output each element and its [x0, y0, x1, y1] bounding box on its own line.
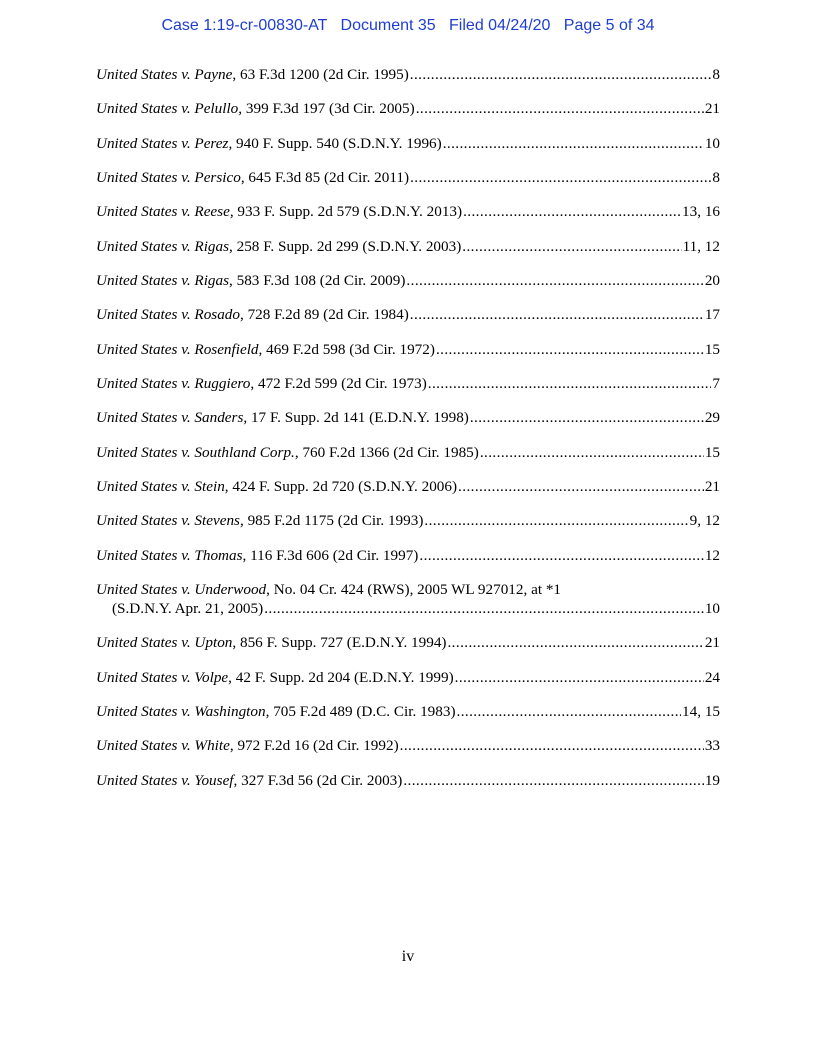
toc-entry: [96, 668, 720, 702]
citation-line: [96, 271, 720, 291]
filed-date: Filed 04/24/20: [449, 17, 551, 34]
case-name: United States v. Pelullo: [96, 100, 239, 118]
toc-entry: [96, 546, 720, 580]
citation-continuation: (S.D.N.Y. Apr. 21, 2005): [112, 600, 264, 618]
citation-text: , 17 F. Supp. 2d 141 (E.D.N.Y. 1998): [243, 409, 469, 427]
page-reference: 21: [704, 478, 720, 496]
toc-entry: [96, 305, 720, 339]
toc-entry: [96, 99, 720, 133]
toc-entry: [96, 443, 720, 477]
citation: [96, 408, 469, 428]
toc-entry: [96, 168, 720, 202]
dot-leader: [455, 668, 704, 688]
dot-leader: [406, 271, 703, 291]
citation: [96, 511, 423, 531]
page-reference: 8: [712, 66, 720, 83]
page-reference: 10: [704, 134, 720, 152]
toc-entry: [96, 202, 720, 236]
case-name: United States v. Underwood: [96, 581, 267, 599]
toc-entry: [96, 580, 720, 633]
dot-leader: [436, 340, 704, 360]
toc-entry: [96, 134, 720, 168]
dot-leader: [443, 134, 704, 154]
citation-text: , 258 F. Supp. 2d 299 (S.D.N.Y. 2003): [229, 237, 462, 255]
citation-line: [96, 546, 720, 566]
case-name: United States v. Stein: [96, 478, 225, 496]
page-reference: 10: [704, 600, 720, 618]
citation-text: , 985 F.2d 1175 (2d Cir. 1993): [239, 512, 424, 530]
citation: [96, 134, 442, 154]
case-name: United States v. Rigas: [96, 237, 230, 255]
toc-entry: [96, 271, 720, 305]
toc-entry: [96, 237, 720, 271]
citation-line: [96, 237, 720, 257]
page-reference: 11, 12: [682, 237, 720, 255]
page-reference: 13, 16: [682, 203, 720, 221]
page-reference: 9, 12: [689, 512, 720, 530]
page-reference: 7: [712, 375, 720, 393]
citation: [96, 668, 454, 688]
citation-text: , 116 F.3d 606 (2d Cir. 1997): [242, 546, 419, 564]
toc-entry: [96, 477, 720, 511]
citation-text: , 705 F.2d 489 (D.C. Cir. 1983): [265, 702, 456, 720]
case-name: United States v. Southland Corp.: [96, 443, 295, 461]
dot-leader: [424, 511, 688, 531]
dot-leader: [463, 202, 681, 222]
citation-line: [96, 477, 720, 497]
citation-text: , 327 F.3d 56 (2d Cir. 2003): [233, 771, 403, 789]
dot-leader: [462, 237, 681, 257]
citation-text: , 645 F.3d 85 (2d Cir. 2011): [240, 169, 410, 187]
citation-text: , 42 F. Supp. 2d 204 (E.D.N.Y. 1999): [228, 668, 454, 686]
case-name: United States v. Yousef: [96, 771, 234, 789]
dot-leader: [410, 305, 704, 325]
dot-leader: [480, 443, 704, 463]
citation-text: , 399 F.3d 197 (3d Cir. 2005): [238, 100, 415, 118]
case-name: United States v. Volpe: [96, 668, 229, 686]
page-reference: 21: [704, 100, 720, 118]
citation: [96, 65, 409, 85]
citation-text: , 933 F. Supp. 2d 579 (S.D.N.Y. 2013): [229, 203, 463, 221]
toc-entry: [96, 736, 720, 770]
page-reference: 14, 15: [682, 702, 720, 720]
dot-leader: [410, 168, 711, 188]
citation: [96, 271, 405, 291]
document-number: Document 35: [340, 17, 436, 34]
toc-entry: [96, 408, 720, 442]
page-of-total: Page 5 of 34: [563, 17, 655, 34]
citation-text: , No. 04 Cr. 424 (RWS), 2005 WL 927012, at *1: [266, 581, 562, 599]
citation-text: , 856 F. Supp. 727 (E.D.N.Y. 1994): [232, 634, 447, 652]
citation-text: , 469 F.2d 598 (3d Cir. 1972): [258, 340, 435, 358]
dot-leader: [410, 65, 712, 85]
citation-line: [96, 134, 720, 154]
citation-line: [96, 408, 720, 428]
dot-leader: [419, 546, 703, 566]
case-name: United States v. Rosenfield: [96, 340, 259, 358]
citation: [96, 305, 409, 325]
citation: [96, 771, 402, 791]
case-name: United States v. Washington: [96, 702, 266, 720]
case-number: Case 1:19-cr-00830-AT: [161, 17, 328, 34]
page-reference: 15: [704, 443, 720, 461]
dot-leader: [470, 408, 704, 428]
citation-text: , 760 F.2d 1366 (2d Cir. 1985): [294, 443, 479, 461]
dot-leader: [403, 771, 703, 791]
citation-text: , 940 F. Supp. 540 (S.D.N.Y. 1996): [228, 134, 442, 152]
page-reference: 20: [704, 272, 720, 290]
citation-line: [96, 374, 720, 394]
page-reference: 24: [704, 668, 720, 686]
citation: [96, 477, 457, 497]
page-reference: 15: [704, 340, 720, 358]
page-reference: 17: [704, 306, 720, 324]
case-name: United States v. White: [96, 737, 230, 755]
citation-text: , 583 F.3d 108 (2d Cir. 2009): [229, 272, 406, 290]
page-reference: 29: [704, 409, 720, 427]
citation-line-1: [96, 580, 561, 600]
citation-line: [96, 340, 720, 360]
case-name: United States v. Ruggiero: [96, 375, 251, 393]
case-header: [0, 17, 816, 35]
toc-entry: [96, 374, 720, 408]
citation-line: [96, 99, 720, 119]
dot-leader: [457, 702, 682, 722]
table-of-authorities: [96, 65, 720, 805]
citation-line: [96, 443, 720, 463]
case-name: United States v. Perez: [96, 134, 229, 152]
page-reference: 21: [704, 634, 720, 652]
citation-text: , 728 F.2d 89 (2d Cir. 1984): [239, 306, 409, 324]
page-reference: 33: [704, 737, 720, 755]
toc-entry: [96, 340, 720, 374]
dot-leader: [447, 633, 703, 653]
citation: [96, 237, 461, 257]
citation-line: [96, 771, 720, 791]
citation-line: [96, 668, 720, 688]
case-name: United States v. Thomas: [96, 546, 243, 564]
citation-line: [96, 633, 720, 653]
case-name: United States v. Upton: [96, 634, 233, 652]
case-name: United States v. Payne: [96, 66, 233, 83]
citation: [96, 702, 456, 722]
dot-leader: [458, 477, 704, 497]
toc-entry: [96, 771, 720, 805]
citation-line-2: [112, 599, 720, 619]
page-reference: 19: [704, 771, 720, 789]
page-number: iv: [401, 948, 415, 965]
dot-leader: [416, 99, 704, 119]
citation: [96, 202, 462, 222]
toc-entry: [96, 65, 720, 99]
citation-text: , 472 F.2d 599 (2d Cir. 1973): [250, 375, 427, 393]
citation: [96, 99, 415, 119]
toc-entry: [96, 633, 720, 667]
citation: [96, 168, 409, 188]
dot-leader: [400, 736, 704, 756]
citation: [96, 633, 446, 653]
citation-line: [96, 202, 720, 222]
citation-line: [96, 168, 720, 188]
citation: [96, 374, 427, 394]
citation-text: , 424 F. Supp. 2d 720 (S.D.N.Y. 2006): [224, 478, 458, 496]
toc-entry: [96, 702, 720, 736]
citation-line: [96, 305, 720, 325]
dot-leader: [428, 374, 712, 394]
toc-entry: [96, 511, 720, 545]
case-name: United States v. Rosado: [96, 306, 240, 324]
case-name: United States v. Sanders: [96, 409, 244, 427]
citation-text: , 972 F.2d 16 (2d Cir. 1992): [229, 737, 399, 755]
page-reference: 12: [704, 546, 720, 564]
citation: [96, 546, 418, 566]
citation-text: , 63 F.3d 1200 (2d Cir. 1995): [232, 66, 409, 83]
case-name: United States v. Reese: [96, 203, 230, 221]
page-reference: 8: [712, 169, 720, 187]
case-name: United States v. Stevens: [96, 512, 240, 530]
citation: [96, 443, 479, 463]
case-name: United States v. Persico: [96, 169, 241, 187]
dot-leader: [264, 599, 704, 619]
citation-line: [96, 702, 720, 722]
citation-line: [96, 511, 720, 531]
citation: [96, 340, 435, 360]
case-name: United States v. Rigas: [96, 272, 230, 290]
citation-line: [96, 65, 720, 85]
citation-line: [96, 736, 720, 756]
citation: [96, 736, 399, 756]
